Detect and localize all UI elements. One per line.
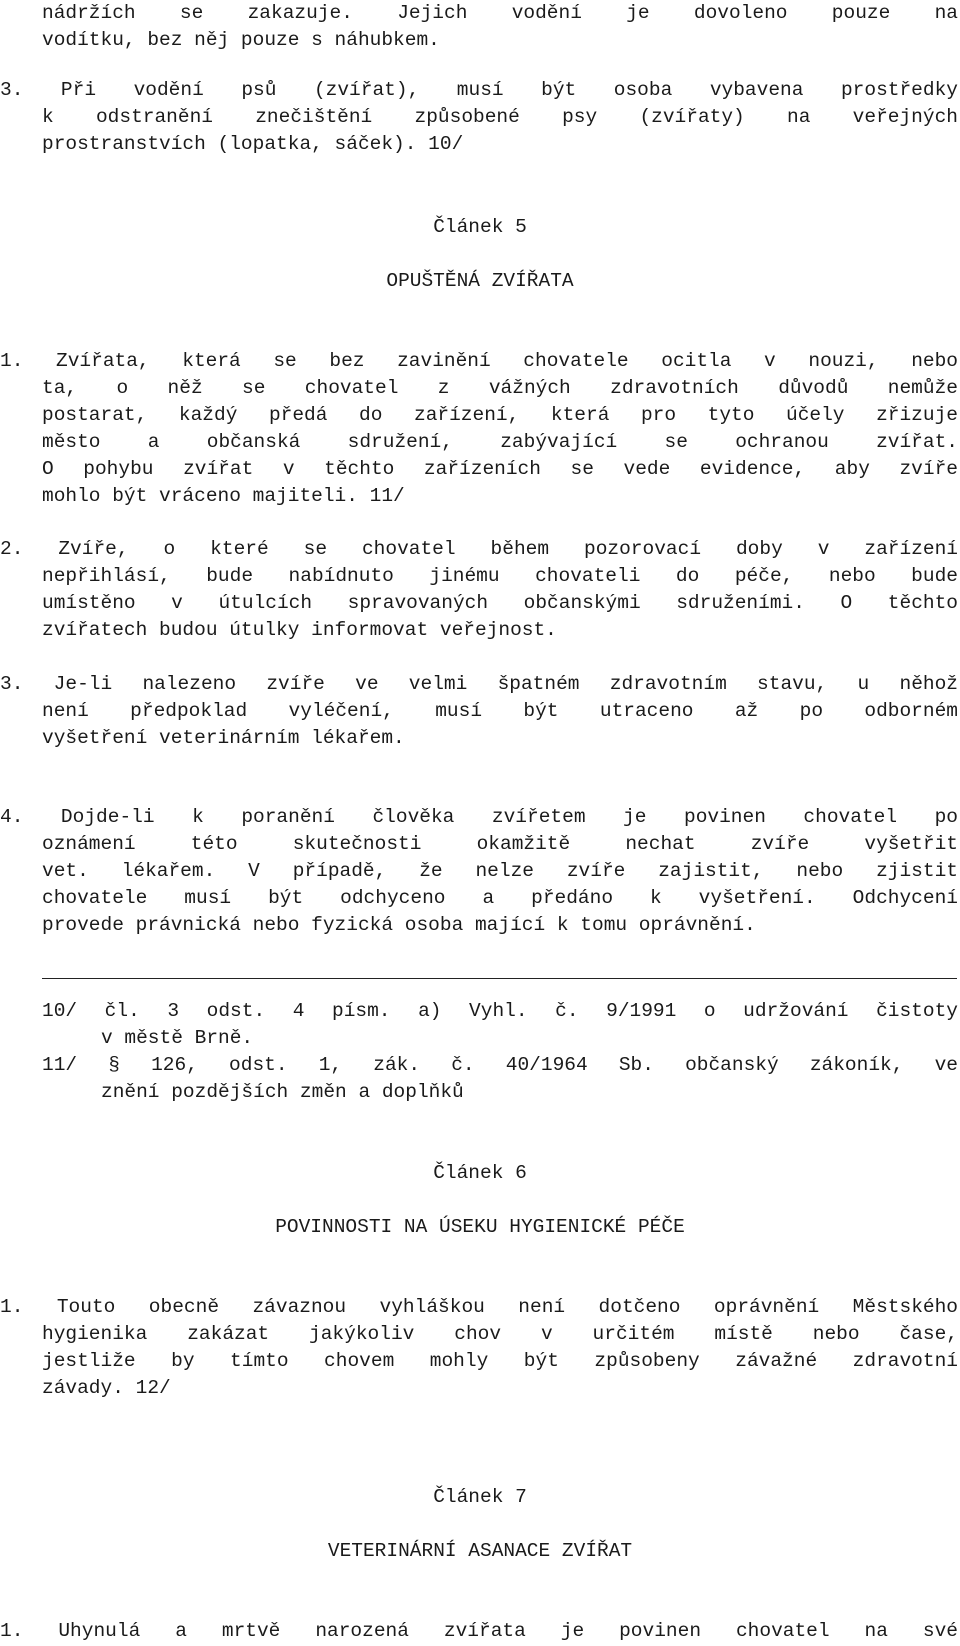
art4-p2-line1: nádržích se zakazuje. Jejich vodění je dovoleno pouze na [42,2,958,24]
art5-title: OPUŠTĚNÁ ZVÍŘATA [386,270,574,292]
art6-title: POVINNOSTI NA ÚSEKU HYGIENICKÉ PÉČE [275,1216,685,1238]
art7-title: VETERINÁRNÍ ASANACE ZVÍŘAT [327,1540,633,1562]
art7-p1-line1: 1. Uhynulá a mrtvě narozená zvířata je povinen chovatel na své [0,1620,958,1642]
art6-p1-line4: závady. 12/ [42,1377,171,1399]
art4-p3-line2: k odstranění znečištění způsobené psy (zvířaty) na veřejných [42,106,958,128]
art5-p2-line1: 2. Zvíře, o které se chovatel během pozorovací doby v zařízení [0,538,958,560]
art5-p1-line3: postarat, každý předá do zařízení, která pro tyto účely zřizuje [42,404,958,426]
art5-p2-line3: umístěno v útulcích spravovaných občanskými sdruženími. O těchto [42,592,958,614]
art4-p3-line1: 3. Při vodění psů (zvířat), musí být osoba vybavena prostředky [0,79,958,101]
art5-p2-line4: zvířatech budou útulky informovat veřejnost. [42,619,557,641]
art7-heading: Článek 7 [433,1486,527,1508]
art5-p1-line1: 1. Zvířata, která se bez zavinění chovatele ocitla v nouzi, nebo [0,350,958,372]
art5-p3-line2: není předpoklad vyléčení, musí být utraceno až po odborném [42,700,958,722]
art5-p4-line1: 4. Dojde-li k poranění člověka zvířetem je povinen chovatel po [0,806,958,828]
footnote-11-line2: znění pozdějších změn a doplňků [101,1081,464,1103]
art5-p1-line2: ta, o něž se chovatel z vážných zdravotních důvodů nemůže [42,377,958,399]
footnote-10-line1: 10/ čl. 3 odst. 4 písm. a) Vyhl. č. 9/1991 o udržování čistoty [42,1000,958,1022]
art5-p1-line4: město a občanská sdružení, zabývající se ochranou zvířat. [42,431,958,453]
art5-p3-line1: 3. Je-li nalezeno zvíře ve velmi špatném zdravotním stavu, u něhož [0,673,958,695]
footnote-11-line1: 11/ § 126, odst. 1, zák. č. 40/1964 Sb. občanský zákoník, ve [42,1054,958,1076]
art5-p3-line3: vyšetření veterinárním lékařem. [42,727,405,749]
art5-p4-line2: oznámení této skutečnosti okamžitě nechat zvíře vyšetřit [42,833,958,855]
art4-p3-line3: prostranstvích (lopatka, sáček). 10/ [42,133,464,155]
footnote-10-line2: v městě Brně. [101,1027,254,1049]
art6-p1-line2: hygienika zakázat jakýkoliv chov v určitém místě nebo čase, [42,1323,958,1345]
art5-p4-line5: provede právnická nebo fyzická osoba mající k tomu oprávnění. [42,914,756,936]
footnote-separator [42,978,957,979]
art6-heading: Článek 6 [433,1162,527,1184]
art5-p1-line5: O pohybu zvířat v těchto zařízeních se vede evidence, aby zvíře [42,458,958,480]
art5-p1-line6: mohlo být vráceno majiteli. 11/ [42,485,405,507]
art4-p2-line2: vodítku, bez něj pouze s náhubkem. [42,29,440,51]
art6-p1-line1: 1. Touto obecně závaznou vyhláškou není dotčeno oprávnění Městského [0,1296,958,1318]
art5-p4-line3: vet. lékařem. V případě, že nelze zvíře zajistit, nebo zjistit [42,860,958,882]
art5-p4-line4: chovatele musí být odchyceno a předáno k vyšetření. Odchycení [42,887,958,909]
art5-heading: Článek 5 [433,216,527,238]
art5-p2-line2: nepřihlásí, bude nabídnuto jinému chovateli do péče, nebo bude [42,565,958,587]
art6-p1-line3: jestliže by tímto chovem mohly být způsobeny závažné zdravotní [42,1350,958,1372]
